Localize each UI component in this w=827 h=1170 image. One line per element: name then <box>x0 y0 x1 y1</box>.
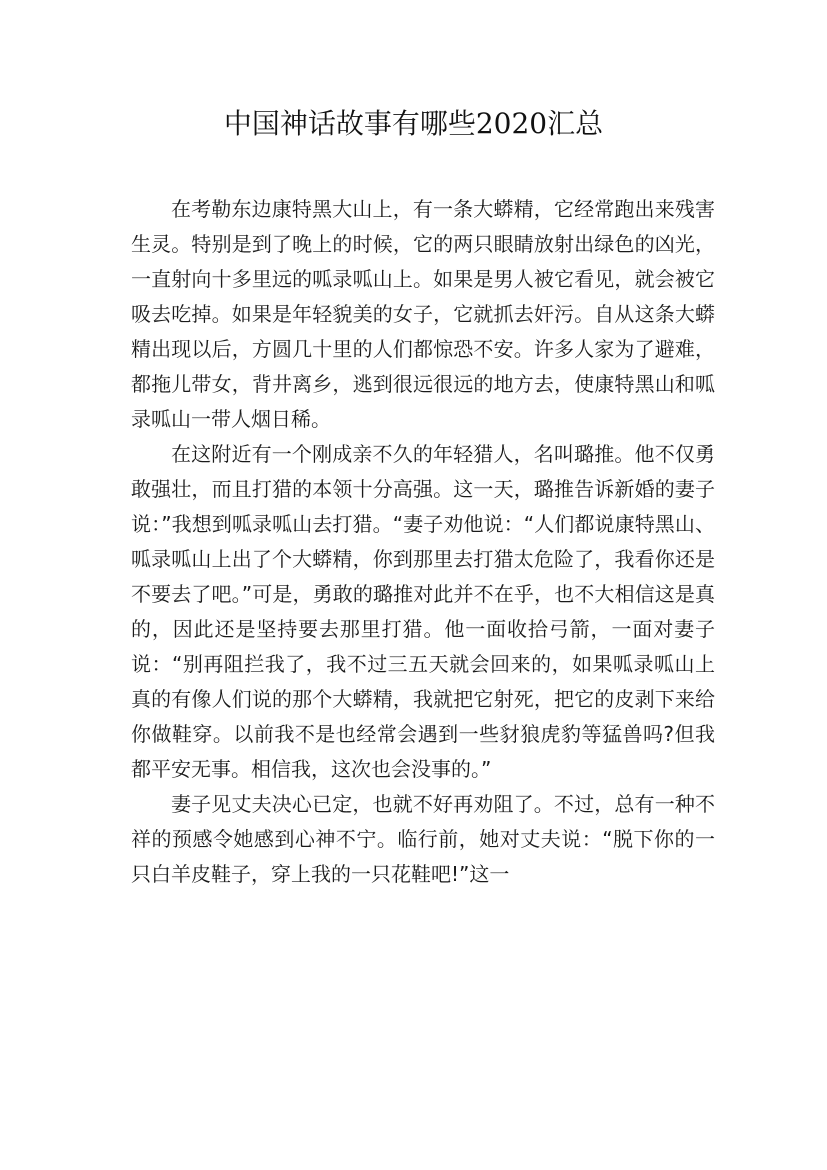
document-body <box>131 192 715 892</box>
paragraph: 在这附近有一个刚成亲不久的年轻猎人，名叫璐推。他不仅勇敢强壮，而且打猎的本领十分高强。这一天，璐推告诉新婚的妻子说：”我想到呱录呱山去打猎。“妻子劝他说：“人们都说康特黑山、呱录呱山上出了个大蟒精，你到那里去打猎太危险了，我看你还是不要去了吧。”可是，勇敢的璐推对此并不在乎，也不大相信这是真的，因此还是坚持要去那里打猎。他一面收拾弓箭，一面对妻子说：“别再阻拦我了，我不过三五天就会回来的，如果呱录呱山上真的有像人们说的那个大蟒精，我就把它射死，把它的皮剥下来给你做鞋穿。以前我不是也经常会遇到一些豺狼虎豹等猛兽吗?但我都平安无事。相信我，这次也会没事的。” <box>131 442 715 781</box>
document-title: 中国神话故事有哪些2020汇总 <box>223 107 604 140</box>
paragraph: 在考勒东边康特黑大山上，有一条大蟒精，它经常跑出来残害生灵。特别是到了晚上的时候，它的两只眼睛放射出绿色的凶光，一直射向十多里远的呱录呱山上。如果是男人被它看见，就会被它吸去吃掉。如果是年轻貌美的女子，它就抓去奸污。自从这条大蟒精出现以后，方圆几十里的人们都惊恐不安。许多人家为了避难，都拖儿带女，背井离乡，逃到很远很远的地方去，使康特黑山和呱录呱山一带人烟日稀。 <box>131 197 715 431</box>
paragraph: 妻子见丈夫决心已定，也就不好再劝阻了。不过，总有一种不祥的预感令她感到心神不宁。临行前，她对丈夫说：“脱下你的一只白羊皮鞋子，穿上我的一只花鞋吧!”这一 <box>131 792 715 886</box>
